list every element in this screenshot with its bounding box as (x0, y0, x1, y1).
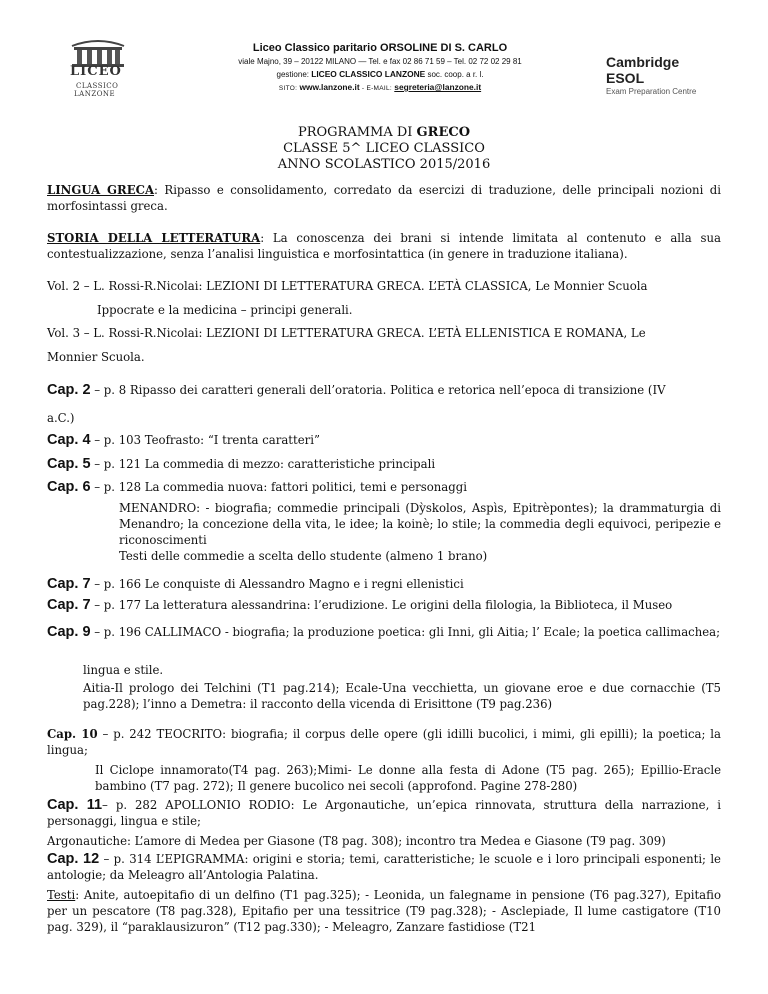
cap2-label: Cap. 2 (47, 382, 91, 398)
school-address: viale Majno, 39 – 20122 MILANO — Tel. e fax 02 86 71 59 – Tel. 02 72 02 29 81 (238, 57, 522, 66)
cap6-text: – p. 128 La commedia nuova: fattori politici, temi e personaggi (90, 480, 467, 494)
cap9-text: – p. 196 CALLIMACO - biografia; la produzione poetica: gli Inni, gli Aitia; l’ Ecale; la poetica callimachea; (90, 625, 721, 639)
gestione-rest: soc. coop. a r. l. (427, 70, 484, 79)
cap12-paragraph (47, 851, 721, 883)
sito-label: SITO: (278, 85, 298, 92)
cap7a-label: Cap. 7 (47, 576, 91, 592)
cap9-line-2: lingua e stile. (83, 663, 164, 677)
cambridge-subtitle: Exam Preparation Centre (606, 87, 697, 96)
sito-link[interactable]: www.lanzone.it (299, 82, 360, 92)
lingua-label: LINGUA GRECA (47, 183, 155, 197)
cap9-paragraph (47, 624, 721, 640)
cap11-paragraph (47, 797, 721, 829)
cap7b-label: Cap. 7 (47, 597, 91, 613)
contact-line (160, 81, 600, 95)
logo-sub-lanzone: LANZONE (74, 90, 116, 98)
document-title (0, 125, 768, 173)
cap7b-line (47, 597, 747, 613)
cap9-line-3: Aitia-Il prologo dei Telchini (T1 pag.214); Ecale-Una vecchietta, un giovane eroe e due cornacchie (T5 pag.228); l’inno a Demetra: il racconto della vicenda di Erisittone (T9 pag.236) (83, 681, 721, 711)
cap12-testi (47, 887, 721, 935)
storia-paragraph (47, 230, 721, 262)
vol3-line-1: Vol. 3 – L. Rossi-R.Nicolai: LEZIONI DI LETTERATURA GRECA. L’ETÀ ELLENISTICA E ROMANA, Le (47, 326, 646, 340)
email-label: - E-MAIL: (361, 85, 393, 92)
cap10-paragraph (47, 726, 721, 758)
storia-label: STORIA DELLA LETTERATURA (47, 231, 261, 245)
cap12-label: Cap. 12 (47, 851, 100, 867)
cap5-text: – p. 121 La commedia di mezzo: caratteristiche principali (90, 457, 436, 471)
logo-sub-classico: CLASSICO (76, 82, 119, 90)
cap5-label: Cap. 5 (47, 456, 91, 472)
cap7a-line (47, 576, 747, 592)
testi-label: Testi (47, 888, 76, 902)
cap7b-text: – p. 177 La letteratura alessandrina: l’erudizione. Le origini della filologia, la Biblioteca, il Museo (90, 598, 673, 612)
gestione-line (160, 68, 600, 81)
cap5-line (47, 456, 747, 472)
cap2-line-1 (47, 382, 747, 398)
title-line-2: CLASSE 5^ LICEO CLASSICO (283, 141, 485, 156)
cap10-label: Cap. 10 (47, 727, 98, 741)
cap10-line-2: Il Ciclope innamorato(T4 pag. 263);Mimi- Le donne alla festa di Adone (T5 pag. 265); Epillio-Eracle bambino (T7 pag. 272); Il genere bucolico nei secoli (approfond. Pagine 278-280) (95, 763, 721, 793)
cap4-line (47, 432, 747, 448)
cap6-line (47, 479, 747, 495)
logo-word: LICEO (70, 64, 122, 79)
cap4-text: – p. 103 Teofrasto: “I trenta caratteri” (90, 433, 320, 447)
cap10-text: – p. 242 TEOCRITO: biografia; il corpus delle opere (gli idilli bucolici, i mimi, gli epilli); la poetica; la lingua; (47, 727, 722, 757)
vol3-line-2: Monnier Scuola. (47, 350, 145, 364)
cap6-testi: Testi delle commedie a scelta dello studente (almeno 1 brano) (119, 549, 488, 563)
email-link[interactable]: segreteria@lanzone.it (394, 82, 482, 92)
cap9-label: Cap. 9 (47, 624, 91, 640)
cap4-label: Cap. 4 (47, 432, 91, 448)
cambridge-logo (606, 54, 716, 96)
menandro-paragraph: MENANDRO: - biografia; commedie principali (Dỳskolos, Aspìs, Epitrèpontes); la drammaturgia di Menandro; la concezione della vita, le idee; la koinè; lo stile; la commedia degli equivoci, peripezie e riconoscimenti (119, 501, 721, 547)
cap11-line-2: Argonautiche: L’amore di Medea per Giasone (T8 pag. 308); incontro tra Medea e Giasone (T9 pag. 309) (47, 834, 666, 848)
title-line-3: ANNO SCOLASTICO 2015/2016 (277, 157, 491, 172)
gestione-name: LICEO CLASSICO LANZONE (311, 69, 426, 79)
title-prefix: PROGRAMMA DI (297, 125, 417, 140)
header-info (160, 42, 600, 95)
testi-text: : Anite, autoepitafio di un delfino (T1 pag.325); - Leonida, un falegname in pensione (T6 pag.327), Epitafio per un pescatore (T8 pag.328), Epitafio per una tessitrice (T9 pag.328); - Asclepiade, Il lume castigatore (T10 pag. 329), il “paraklausizuron” (T12 pag.330); - Meleagro, Zanzare fastidiose (T21 (47, 888, 721, 934)
cap6-label: Cap. 6 (47, 479, 91, 495)
lingua-text: : Ripasso e consolidamento, corredato da esercizi di traduzione, delle principali nozioni di morfosintassi greca. (47, 183, 721, 213)
cap12-text: – p. 314 L’EPIGRAMMA: origini e storia; temi, caratteristiche; le scuole e i loro principali esponenti; le antologie; da Meleagro all’Antologia Palatina. (47, 852, 721, 882)
cap11-text: – p. 282 APOLLONIO RODIO: Le Argonautiche, un’epica rinnovata, struttura della narrazione, i personaggi, lingua e stile; (47, 798, 721, 828)
lingua-greca-paragraph (47, 182, 721, 214)
cambridge-title: Cambridge ESOL (606, 54, 680, 86)
gestione-label: gestione: (276, 70, 309, 79)
storia-text: : La conoscenza dei brani si intende limitata al contenuto e alla sua contestualizzazione, senza l’analisi linguistica e morfosintattica (in genere in traduzione italiana). (47, 231, 721, 261)
cap7a-text: – p. 166 Le conquiste di Alessandro Magno e i regni ellenistici (90, 577, 464, 591)
cap2-text: – p. 8 Ripasso dei caratteri generali dell’oratoria. Politica e retorica nell’epoca di transizione (IV (90, 383, 666, 397)
school-logo (60, 38, 136, 116)
cap11-label: Cap. 11 (47, 797, 103, 813)
cap2-line-2: a.C.) (47, 411, 75, 425)
title-line-1 (0, 125, 768, 141)
title-subject: GRECO (416, 125, 471, 140)
school-name: Liceo Classico paritario ORSOLINE DI S. CARLO (252, 42, 508, 54)
ippocrate-line: Ippocrate e la medicina – principi generali. (97, 303, 353, 317)
vol2-line: Vol. 2 – L. Rossi-R.Nicolai: LEZIONI DI LETTERATURA GRECA. L’ETÀ CLASSICA, Le Monnier Scuola (47, 279, 648, 293)
